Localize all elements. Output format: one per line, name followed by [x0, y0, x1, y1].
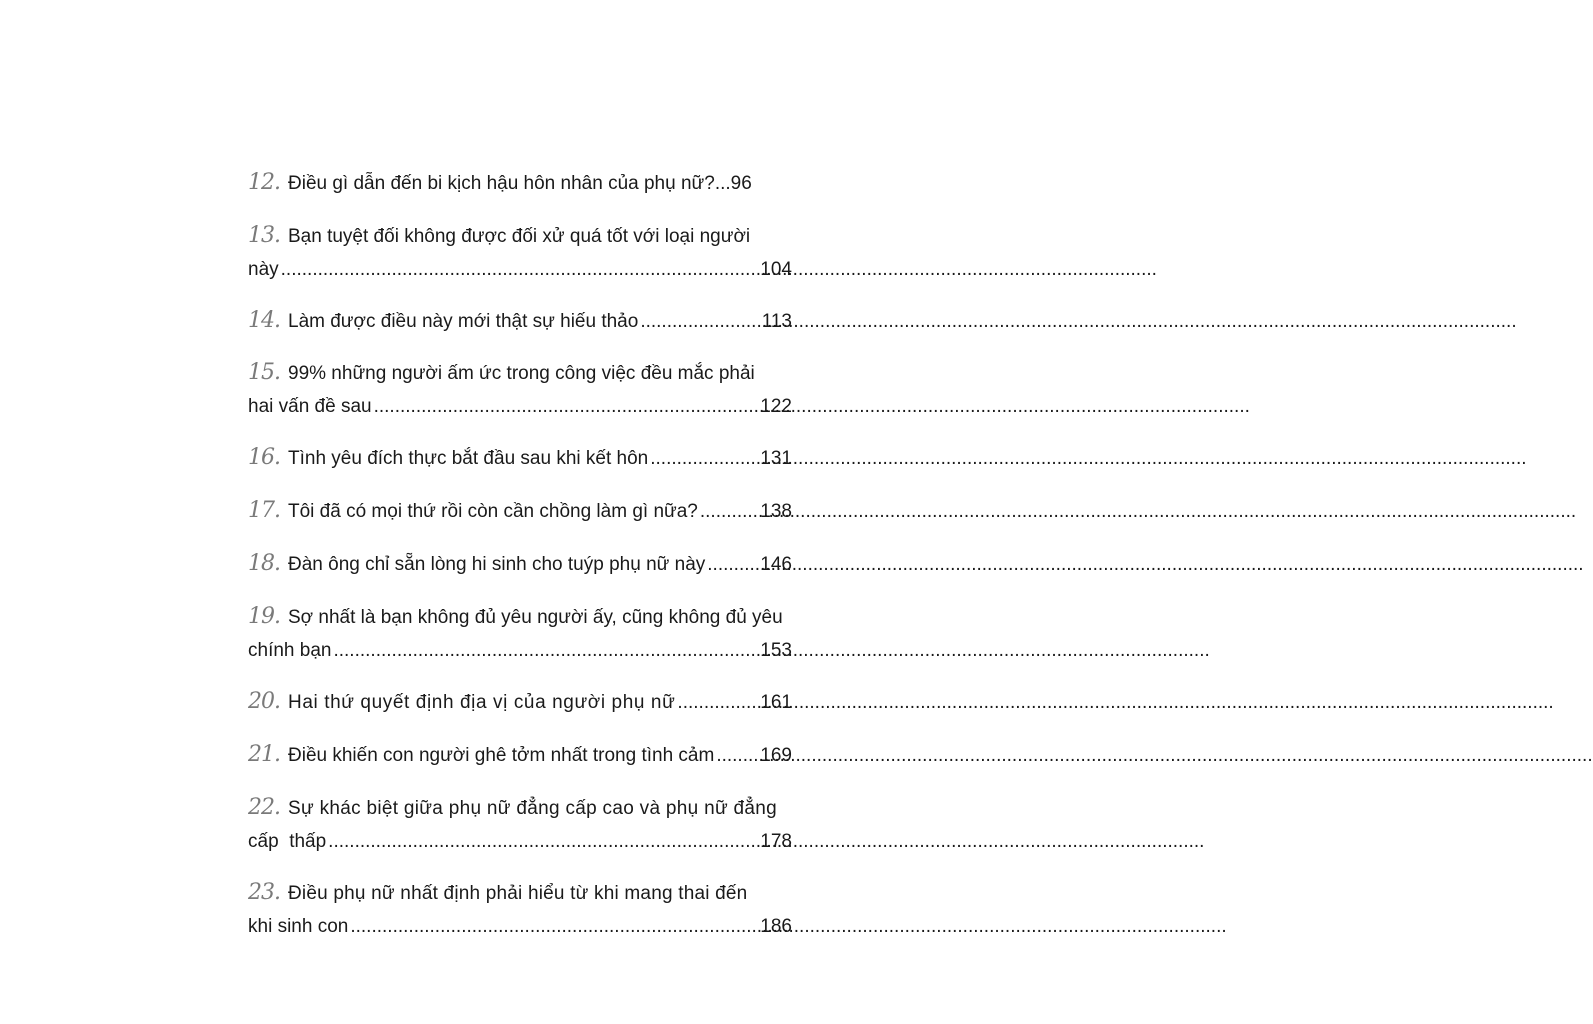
entry-number: 12. — [248, 170, 280, 195]
entry-title: Điều khiến con người ghê tởm nhất trong tình cảm — [288, 745, 715, 766]
leader-dots — [281, 253, 759, 287]
page-number: 122 — [760, 396, 792, 417]
toc-entry-23 — [248, 876, 792, 944]
entry-number: 22. — [248, 795, 280, 820]
entry-title-continued: cấp thấp — [248, 831, 327, 852]
leader-dots — [677, 686, 758, 720]
toc-entry-17 — [248, 494, 792, 528]
entry-number: 17. — [248, 498, 280, 523]
page-number: 131 — [760, 448, 792, 469]
entry-title-continued: khi sinh con — [248, 916, 349, 937]
entry-title: Sợ nhất là bạn không đủ yêu người ấy, cũng không đủ yêu — [288, 607, 783, 628]
entry-title: Đàn ông chỉ sẵn lòng hi sinh cho tuýp phụ nữ này — [288, 554, 706, 575]
leader-dots — [374, 390, 759, 424]
toc-entry-12 — [248, 166, 792, 200]
page-number: 178 — [760, 831, 792, 852]
entry-title: Làm được điều này mới thật sự hiếu thảo — [288, 311, 639, 332]
toc-entry-13 — [248, 219, 792, 287]
entry-number: 21. — [248, 742, 280, 767]
toc-entry-15 — [248, 356, 792, 424]
entry-title: Tình yêu đích thực bắt đầu sau khi kết hôn — [288, 448, 649, 469]
entry-title-continued: này — [248, 259, 279, 280]
entry-number: 14. — [248, 308, 280, 333]
entry-title: Hai thứ quyết định địa vị của người phụ nữ — [288, 692, 676, 713]
toc-entry-22 — [248, 791, 792, 859]
toc-entry-16 — [248, 441, 792, 475]
entry-title: Điều gì dẫn đến bi kịch hậu hôn nhân của phụ nữ?...96 — [288, 173, 752, 194]
toc-entry-19 — [248, 600, 792, 668]
leader-dots — [333, 634, 758, 668]
page-number: 186 — [760, 916, 792, 937]
leader-dots — [707, 548, 758, 582]
entry-title: Tôi đã có mọi thứ rồi còn cần chồng làm gì nữa? — [288, 501, 698, 522]
leader-dots — [650, 442, 758, 476]
toc-entry-21 — [248, 738, 792, 772]
leader-dots — [716, 739, 758, 773]
entry-number: 23. — [248, 880, 280, 905]
leader-dots — [640, 305, 759, 339]
entry-title: 99% những người ấm ức trong công việc đều mắc phải — [288, 363, 755, 384]
page-number: 146 — [760, 554, 792, 575]
entry-title: Điều phụ nữ nhất định phải hiểu từ khi mang thai đến — [288, 883, 748, 904]
entry-title-continued: chính bạn — [248, 640, 332, 661]
page-number: 153 — [760, 640, 792, 661]
page-number: 138 — [760, 501, 792, 522]
entry-number: 19. — [248, 604, 280, 629]
leader-dots — [328, 825, 758, 859]
leader-dots — [700, 495, 758, 529]
entry-number: 16. — [248, 445, 280, 470]
entry-number: 13. — [248, 223, 280, 248]
entry-title: Bạn tuyệt đối không được đối xử quá tốt với loại người — [288, 226, 751, 247]
toc-entry-14 — [248, 304, 792, 338]
entry-number: 18. — [248, 551, 280, 576]
page-number: 104 — [760, 259, 792, 280]
leader-dots — [350, 910, 758, 944]
page-number: 169 — [760, 745, 792, 766]
entry-number: 20. — [248, 689, 280, 714]
entry-title-continued: hai vấn đề sau — [248, 396, 372, 417]
page-number: 113 — [761, 311, 792, 332]
entry-title: Sự khác biệt giữa phụ nữ đẳng cấp cao và phụ nữ đẳng — [288, 798, 778, 819]
page-number: 161 — [760, 692, 792, 713]
entry-number: 15. — [248, 360, 280, 385]
toc-entry-20 — [248, 685, 792, 719]
toc-entry-18 — [248, 547, 792, 581]
